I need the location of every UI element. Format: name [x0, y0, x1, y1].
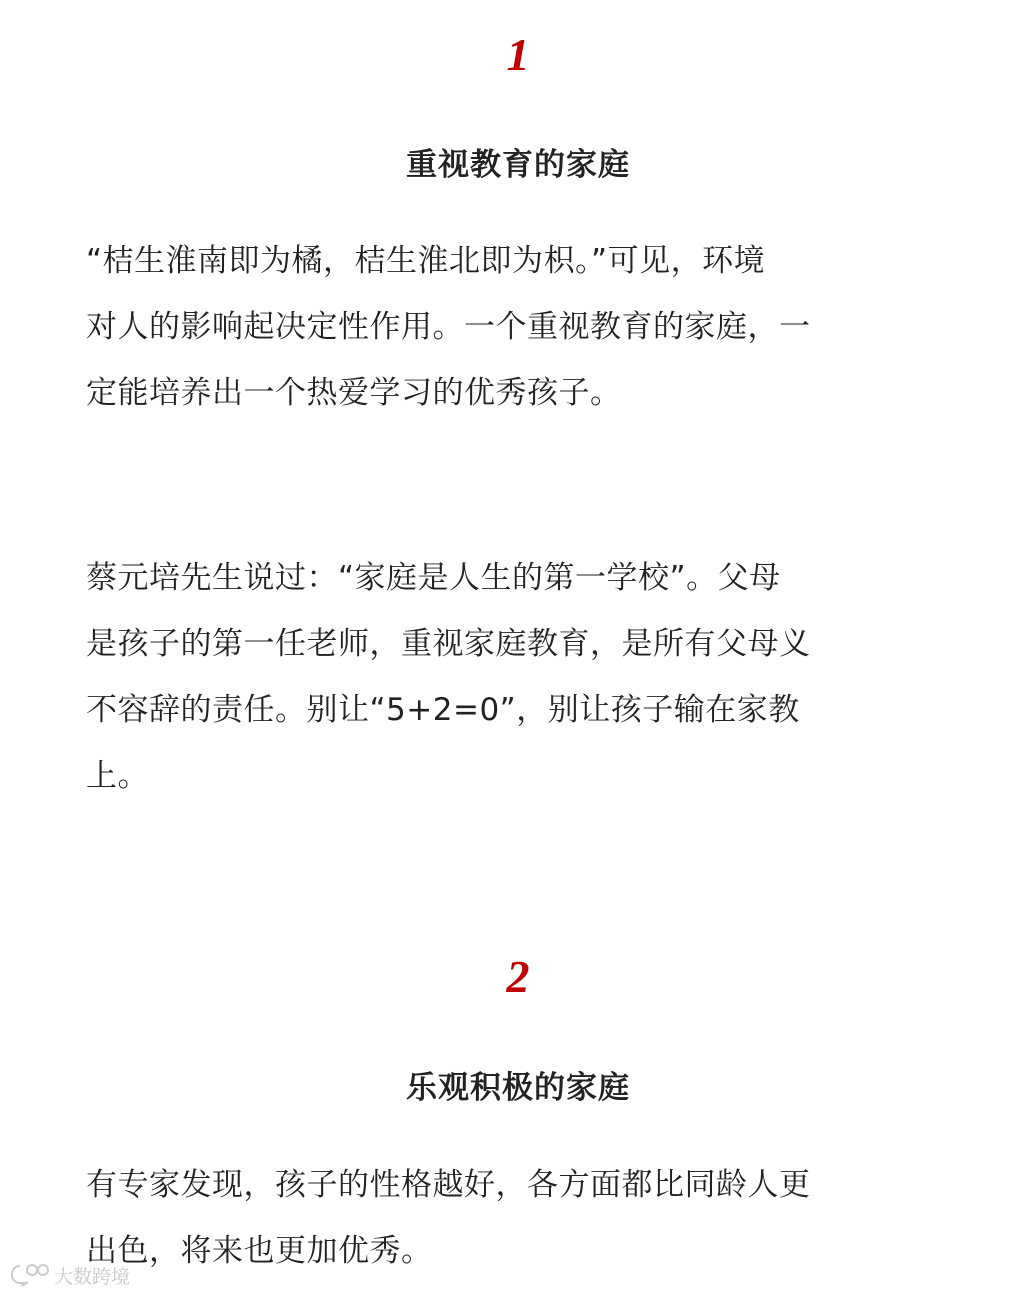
- section-title-1: 重视教育的家庭: [406, 147, 630, 183]
- section-number-2: 2: [506, 951, 530, 1002]
- section-number-1: 1: [506, 29, 530, 80]
- paragraph-line: 是孩子的第一任老师，重视家庭教育，是所有父母义: [86, 626, 811, 662]
- paragraph-line: 蔡元培先生说过：“家庭是人生的第一学校”。父母: [86, 560, 781, 596]
- paragraph-2: [86, 545, 950, 809]
- paragraph-3: [86, 1152, 950, 1284]
- watermark-text: 大数跨境: [54, 1265, 131, 1288]
- paragraph-line: 定能培养出一个热爱学习的优秀孩子。: [86, 375, 622, 411]
- watermark: [10, 1262, 130, 1288]
- paragraph-line: “桔生淮南即为橘，桔生淮北即为枳。”可见，环境: [86, 243, 766, 279]
- chat-bubble-logo-icon: [10, 1263, 50, 1287]
- paragraph-line: 有专家发现，孩子的性格越好，各方面都比同龄人更: [86, 1167, 811, 1203]
- section-title-2: 乐观积极的家庭: [406, 1070, 630, 1106]
- paragraph-line: 不容辞的责任。别让“5+2=0”，别让孩子输在家教: [86, 692, 800, 728]
- paragraph-line: 出色，将来也更加优秀。: [86, 1233, 433, 1269]
- paragraph-1: [86, 228, 950, 426]
- paragraph-line: 对人的影响起决定性作用。一个重视教育的家庭，一: [86, 309, 811, 345]
- paragraph-line: 上。: [86, 758, 149, 794]
